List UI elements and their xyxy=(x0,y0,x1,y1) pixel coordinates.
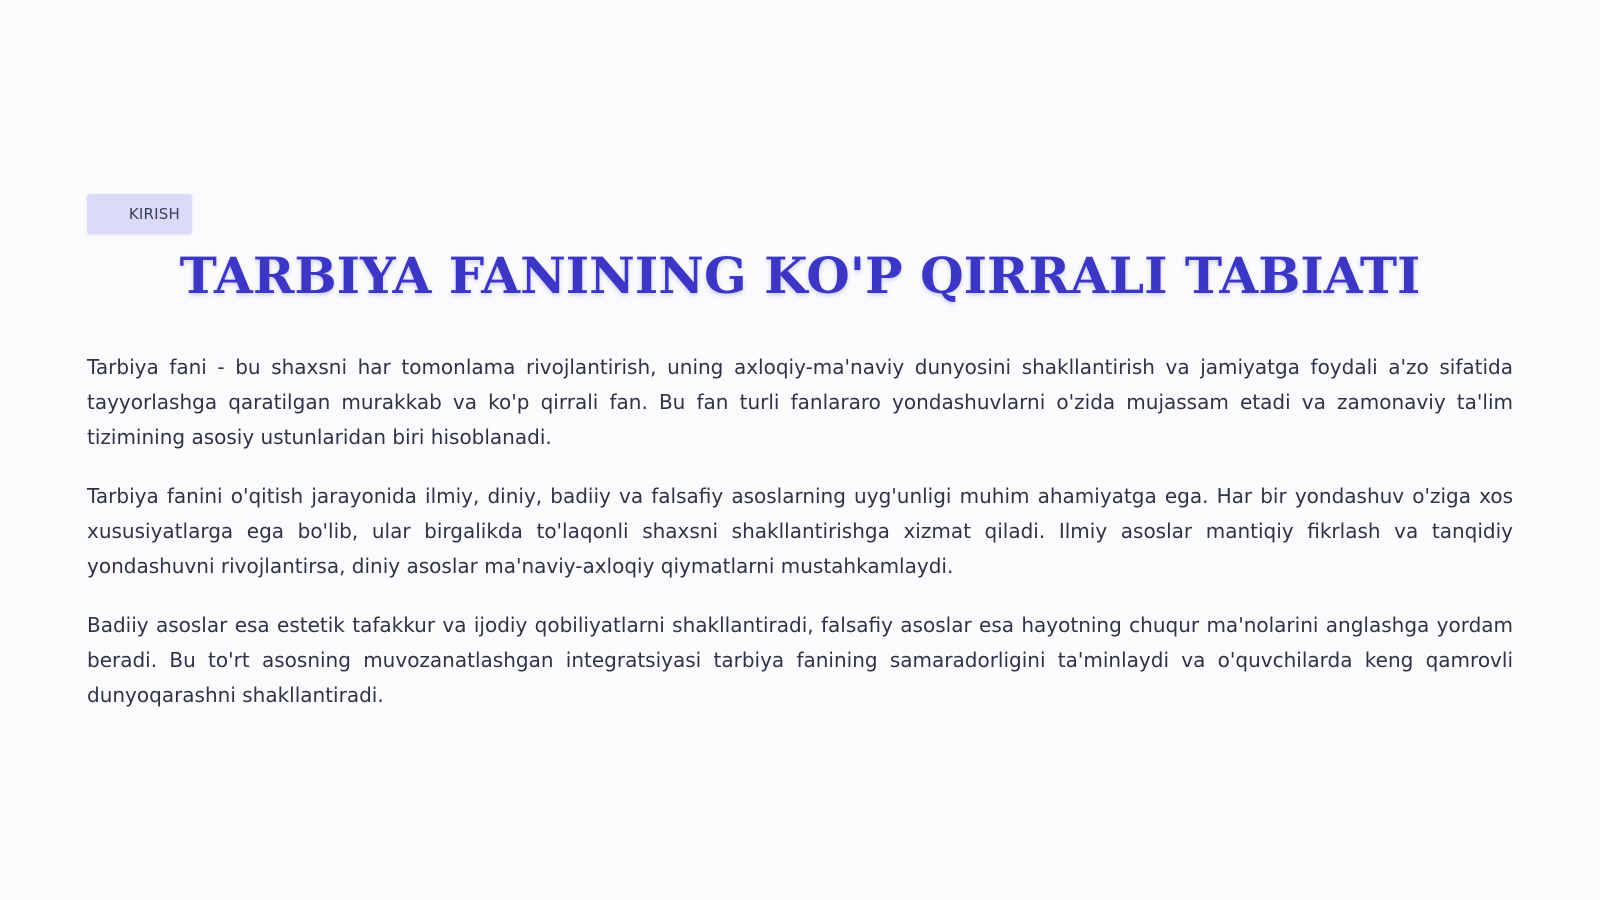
section-badge-label: KIRISH xyxy=(128,205,180,223)
paragraph-2: Tarbiya fanini o'qitish jarayonida ilmiy, diniy, badiiy va falsafiy asoslarning uyg'unligi muhim ahamiyatga ega. Har bir yondashuv o'ziga xos xususiyatlarga ega bo'lib, ular birgalikda to'laqonli shaxsni shakllantirishga xizmat qiladi. Ilmiy asoslar mantiqiy fikrlash va tanqidiy yondashuvni rivojlantirsa, diniy asoslar ma'naviy-axloqiy qiymatlarni mustahkamlaydi. xyxy=(87,484,1513,578)
section-badge xyxy=(87,194,192,234)
slide-title: TARBIYA FANINING KO'P QIRRALI TABIATI xyxy=(179,246,1421,305)
paragraph-1: Tarbiya fani - bu shaxsni har tomonlama rivojlantirish, uning axloqiy-ma'naviy dunyosini shakllantirish va jamiyatga foydali a'zo sifatida tayyorlashga qaratilgan murakkab va ko'p qirrali fan. Bu fan turli fanlararo yondashuvlarni o'zida mujassam etadi va zamonaviy ta'lim tizimining asosiy ustunlaridan biri hisoblanadi. xyxy=(87,355,1513,449)
body-text xyxy=(87,350,1513,737)
paragraph-3: Badiiy asoslar esa estetik tafakkur va ijodiy qobiliyatlarni shakllantiradi, falsafiy asoslar esa hayotning chuqur ma'nolarini anglashga yordam beradi. Bu to'rt asosning muvozanatlashgan integratsiyasi tarbiya fanining samaradorligini ta'minlaydi va o'quvchilarda keng qamrovli dunyoqarashni shakllantiradi. xyxy=(87,613,1513,707)
